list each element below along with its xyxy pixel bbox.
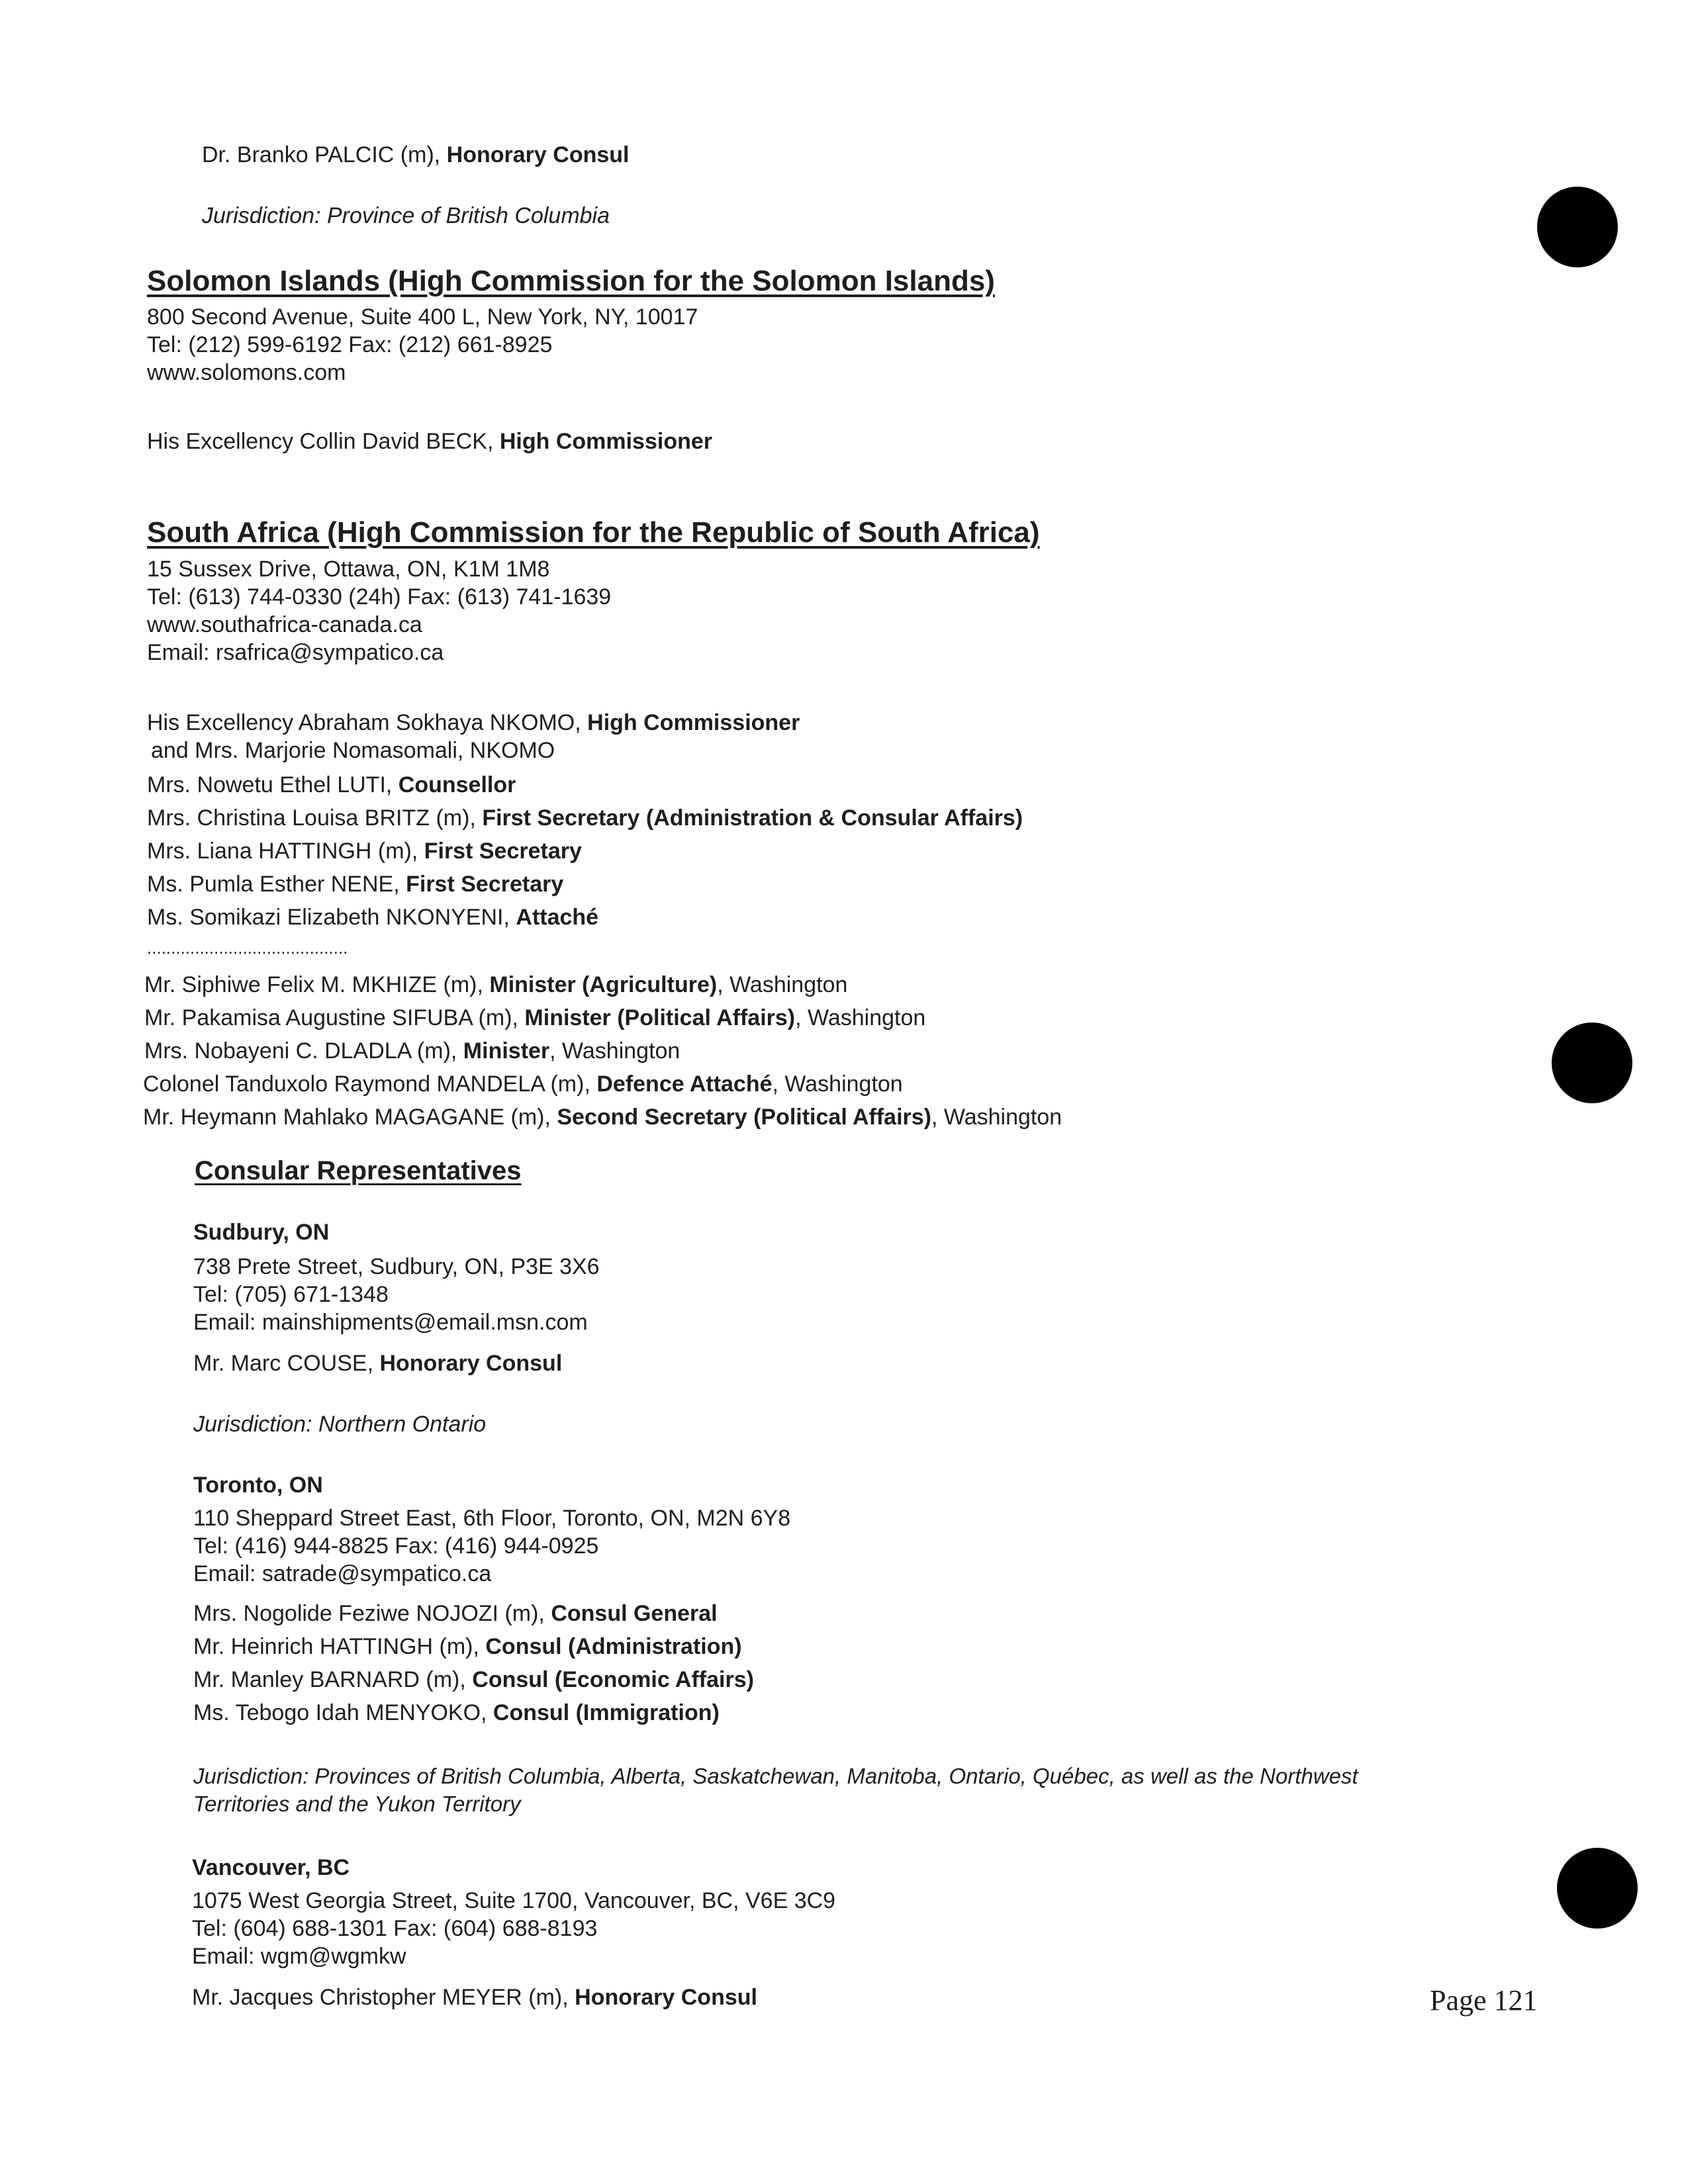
person-line: [193, 1666, 754, 1693]
consular-heading: Consular Representatives: [195, 1156, 522, 1185]
address-text: 800 Second Avenue, Suite 400 L, New York, NY, 10017: [147, 304, 698, 330]
city-heading-vancouver: Vancouver, BC: [192, 1855, 350, 1880]
person-name: Mr. Heymann Mahlako MAGAGANE (m),: [143, 1105, 557, 1130]
person-name: Mr. Pakamisa Augustine SIFUBA (m),: [144, 1005, 525, 1030]
person-title: Consul (Economic Affairs): [472, 1667, 754, 1692]
person-line: [147, 838, 582, 864]
person-line: [147, 871, 563, 897]
city-heading-toronto: Toronto, ON: [193, 1473, 323, 1498]
person-title: Minister (Political Affairs): [524, 1005, 796, 1030]
punch-hole: [1557, 1848, 1638, 1929]
person-title: Defence Attaché: [596, 1071, 773, 1097]
person-name: Ms. Pumla Esther NENE,: [147, 872, 406, 897]
person-title: Second Secretary (Political Affairs): [557, 1105, 931, 1130]
punch-hole: [1537, 187, 1618, 267]
person-name: Mrs. Nogolide Feziwe NOJOZI (m),: [193, 1601, 551, 1626]
person-line: [147, 709, 800, 736]
person-line: [143, 1104, 1062, 1130]
person-name: Mr. Heinrich HATTINGH (m),: [193, 1634, 486, 1659]
person-name: Mr. Marc COUSE,: [193, 1351, 380, 1376]
website-text: www.solomons.com: [147, 360, 346, 385]
email-text: Email: rsafrica@sympatico.ca: [147, 640, 444, 665]
person-title: Consul General: [551, 1601, 718, 1626]
dotted-separator: ..........................................: [147, 938, 348, 958]
person-title: First Secretary: [406, 872, 564, 897]
person-name: Mr. Jacques Christopher MEYER (m),: [192, 1985, 575, 2010]
person-name: Ms. Tebogo Idah MENYOKO,: [193, 1700, 493, 1725]
person-title: Honorary Consul: [379, 1351, 563, 1376]
page-number: Page 121: [1430, 1984, 1538, 2017]
person-name: Mrs. Christina Louisa BRITZ (m),: [147, 805, 483, 831]
section-heading-solomon-islands: Solomon Islands (High Commission for the Solomon Islands): [147, 265, 995, 297]
person-line: [147, 428, 712, 455]
person-name: Mrs. Liana HATTINGH (m),: [147, 839, 424, 864]
person-title: Minister (Agriculture): [489, 972, 718, 997]
phone-text: Tel: (416) 944-8825 Fax: (416) 944-0925: [193, 1533, 599, 1559]
person-title: Consul (Immigration): [492, 1700, 720, 1725]
city-heading-sudbury: Sudbury, ON: [193, 1220, 330, 1245]
person-name: Mr. Manley BARNARD (m),: [193, 1667, 473, 1692]
phone-text: Tel: (613) 744-0330 (24h) Fax: (613) 741-1639: [147, 584, 612, 610]
address-text: 110 Sheppard Street East, 6th Floor, Toronto, ON, M2N 6Y8: [193, 1506, 791, 1531]
person-line: [202, 142, 629, 168]
person-name: Colonel Tanduxolo Raymond MANDELA (m),: [143, 1071, 597, 1097]
jurisdiction-text: Jurisdiction: Province of British Columbia: [202, 203, 610, 228]
person-line: [147, 904, 598, 931]
person-name: Mr. Siphiwe Felix M. MKHIZE (m),: [144, 972, 490, 997]
person-line: [143, 1071, 903, 1097]
person-title: Attaché: [516, 905, 599, 930]
person-title: High Commissioner: [499, 429, 713, 454]
person-title: First Secretary: [424, 839, 582, 864]
email-text: Email: wgm@wgmkw: [192, 1944, 406, 1969]
person-title: First Secretary (Administration & Consular Affairs): [482, 805, 1023, 831]
person-line: [193, 1700, 720, 1726]
person-name: His Excellency Collin David BECK,: [147, 429, 500, 454]
person-line: [144, 1005, 925, 1031]
email-text: Email: satrade@sympatico.ca: [193, 1561, 492, 1586]
jurisdiction-text: Territories and the Yukon Territory: [193, 1792, 521, 1816]
address-text: 15 Sussex Drive, Ottawa, ON, K1M 1M8: [147, 557, 550, 582]
person-line: [144, 1038, 680, 1064]
address-text: 738 Prete Street, Sudbury, ON, P3E 3X6: [193, 1254, 600, 1279]
person-line: [144, 972, 847, 998]
person-title: High Commissioner: [587, 710, 800, 735]
location-suffix: , Washington: [795, 1005, 926, 1030]
person-line: [193, 1350, 562, 1377]
section-heading-south-africa: South Africa (High Commission for the Republic of South Africa): [147, 516, 1040, 549]
person-line: [192, 1984, 757, 2011]
email-text: Email: mainshipments@email.msn.com: [193, 1310, 588, 1335]
location-suffix: , Washington: [717, 972, 848, 997]
person-line: [147, 772, 516, 798]
person-name: Dr. Branko PALCIC (m),: [202, 142, 447, 167]
punch-hole: [1552, 1023, 1632, 1103]
person-title: Honorary Consul: [575, 1985, 757, 2010]
location-suffix: , Washington: [549, 1038, 680, 1064]
address-text: 1075 West Georgia Street, Suite 1700, Vancouver, BC, V6E 3C9: [192, 1888, 836, 1913]
person-title: Consul (Administration): [485, 1634, 742, 1659]
website-text: www.southafrica-canada.ca: [147, 612, 422, 637]
phone-text: Tel: (705) 671-1348: [193, 1282, 389, 1307]
location-suffix: , Washington: [931, 1105, 1062, 1130]
person-line: [193, 1600, 718, 1627]
spouse-text: and Mrs. Marjorie Nomasomali, NKOMO: [151, 738, 555, 763]
person-title: Minister: [463, 1038, 550, 1064]
phone-text: Tel: (212) 599-6192 Fax: (212) 661-8925: [147, 332, 553, 357]
person-title: Counsellor: [398, 772, 516, 797]
person-line: [193, 1633, 742, 1660]
person-line: [147, 805, 1023, 831]
phone-text: Tel: (604) 688-1301 Fax: (604) 688-8193: [192, 1916, 598, 1941]
jurisdiction-text: Jurisdiction: Northern Ontario: [193, 1412, 487, 1437]
jurisdiction-text: Jurisdiction: Provinces of British Columbia, Alberta, Saskatchewan, Manitoba, Ontario, Québec, as well as the Northwest: [193, 1764, 1358, 1788]
person-name: Ms. Somikazi Elizabeth NKONYENI,: [147, 905, 516, 930]
location-suffix: , Washington: [772, 1071, 903, 1097]
person-name: Mrs. Nowetu Ethel LUTI,: [147, 772, 399, 797]
person-title: Honorary Consul: [446, 142, 630, 167]
person-name: His Excellency Abraham Sokhaya NKOMO,: [147, 710, 588, 735]
person-name: Mrs. Nobayeni C. DLADLA (m),: [144, 1038, 463, 1064]
